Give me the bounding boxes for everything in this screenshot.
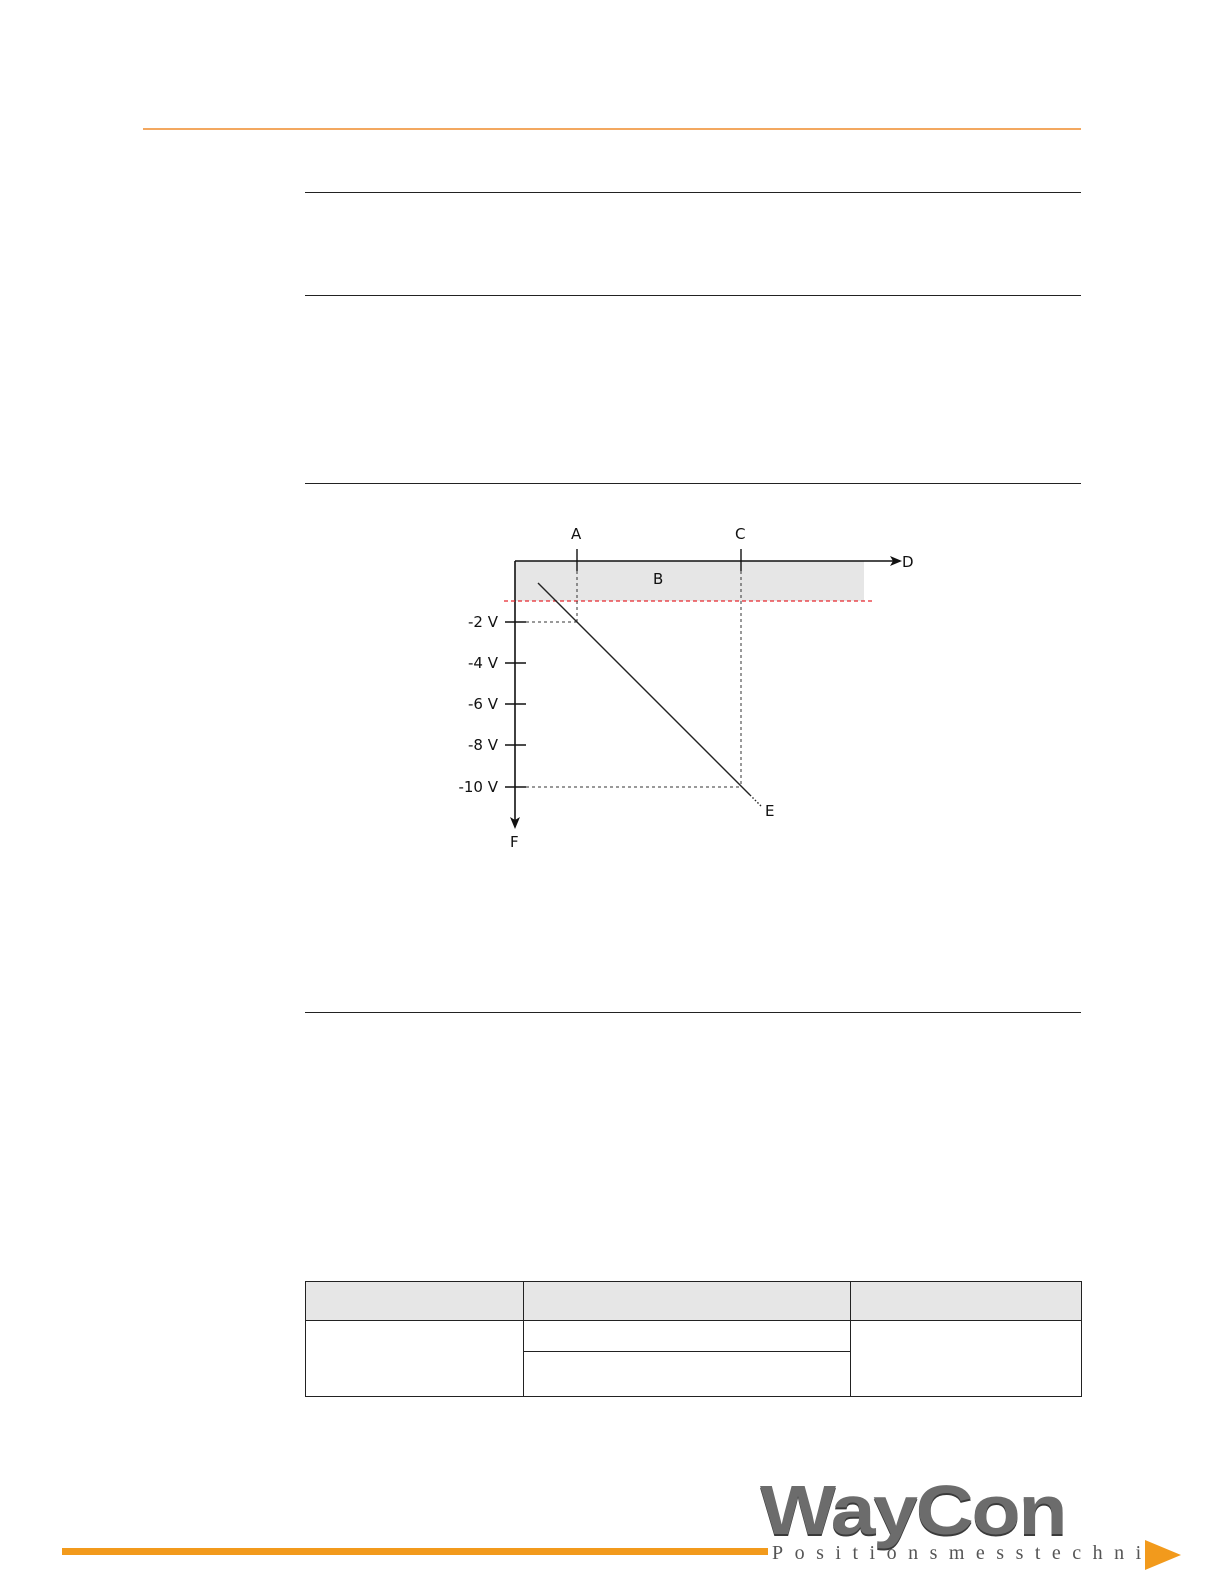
label-d: D bbox=[902, 553, 914, 571]
output-characteristic-diagram bbox=[440, 505, 940, 865]
table-cell bbox=[524, 1321, 851, 1352]
label-e: E bbox=[765, 802, 775, 820]
section-divider bbox=[305, 483, 1081, 484]
section-divider bbox=[305, 295, 1081, 296]
table-header-row bbox=[306, 1282, 1082, 1321]
label-f: F bbox=[510, 833, 519, 851]
y-tick-label: -2 V bbox=[468, 613, 498, 631]
table-cell bbox=[306, 1321, 524, 1397]
header-rule bbox=[143, 128, 1081, 130]
logo-arrow-icon bbox=[1145, 1540, 1181, 1570]
section-divider bbox=[305, 192, 1081, 193]
y-tick-label: -10 V bbox=[458, 778, 498, 796]
y-tick-label: -4 V bbox=[468, 654, 498, 672]
table-row bbox=[306, 1321, 1082, 1352]
table-cell bbox=[524, 1352, 851, 1397]
characteristic-line-continuation bbox=[750, 795, 762, 807]
characteristic-line bbox=[538, 583, 750, 795]
table-header-cell bbox=[306, 1282, 524, 1321]
logo-tagline: Positionsmesstechnik bbox=[772, 1542, 1175, 1564]
table-cell bbox=[851, 1321, 1082, 1397]
footer-bar bbox=[62, 1548, 768, 1555]
waycon-logo bbox=[760, 1471, 1200, 1578]
label-a: A bbox=[571, 525, 582, 543]
table-header-cell bbox=[851, 1282, 1082, 1321]
y-tick-label: -6 V bbox=[468, 695, 498, 713]
band-b bbox=[515, 561, 864, 601]
label-b: B bbox=[653, 570, 664, 588]
spec-table bbox=[305, 1281, 1082, 1397]
label-c: C bbox=[735, 525, 746, 543]
section-divider bbox=[305, 1012, 1081, 1013]
y-tick-label: -8 V bbox=[468, 736, 498, 754]
table-header-cell bbox=[524, 1282, 851, 1321]
logo-wordmark: WayCon bbox=[760, 1471, 1066, 1549]
